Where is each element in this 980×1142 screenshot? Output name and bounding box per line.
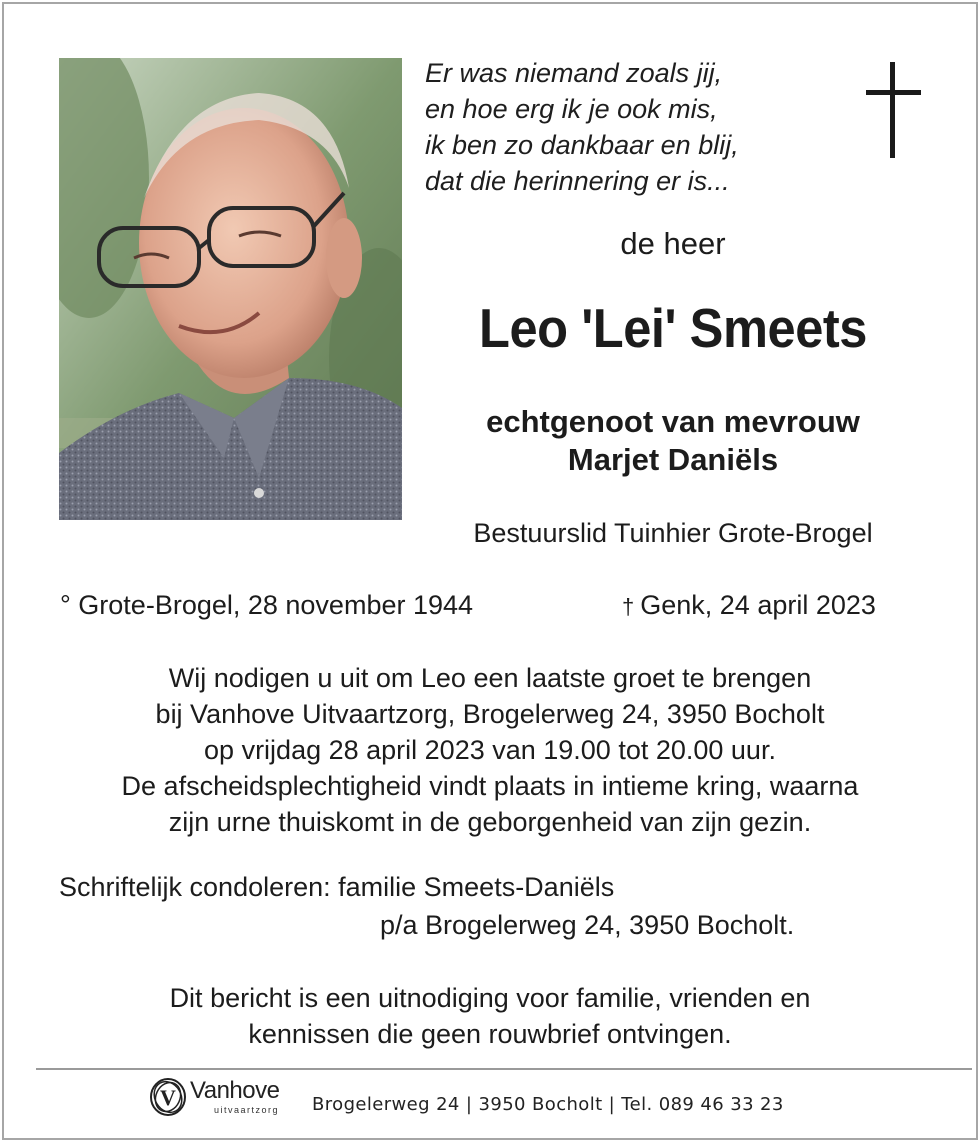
cross-icon — [866, 62, 922, 165]
condolence-line: Schriftelijk condoleren: familie Smeets-Daniëls — [59, 872, 615, 902]
notice — [40, 980, 940, 1052]
notice-line: kennissen die geen rouwbrief ontvingen. — [248, 1019, 732, 1049]
portrait-photo — [59, 58, 402, 520]
poem-line: Er was niemand zoals jij, — [425, 58, 723, 88]
invitation-line: zijn urne thuiskomt in de geborgenheid van zijn gezin. — [168, 807, 812, 837]
logo-name: Vanhove — [190, 1077, 280, 1104]
logo-mark: V — [160, 1085, 176, 1110]
spouse-name: Marjet Daniëls — [567, 442, 779, 477]
condolence-address: p/a Brogelerweg 24, 3950 Bocholt. — [380, 910, 795, 940]
invitation-line: op vrijdag 28 april 2023 van 19.00 tot 20.00 uur. — [204, 735, 776, 765]
notice-line: Dit bericht is een uitnodiging voor familie, vrienden en — [169, 983, 811, 1013]
invitation — [40, 660, 940, 840]
role: Bestuurslid Tuinhier Grote-Brogel — [473, 518, 873, 548]
vanhove-logo — [148, 1075, 308, 1119]
footer-divider — [36, 1068, 972, 1070]
salutation: de heer — [620, 226, 726, 261]
logo-subtitle: uitvaartzorg — [214, 1105, 280, 1115]
poem-line: ik ben zo dankbaar en blij, — [425, 130, 739, 160]
spouse-line: echtgenoot van mevrouw — [486, 404, 860, 439]
poem-line: dat die herinnering er is... — [425, 166, 730, 196]
footer-address: Brogelerweg 24 | 3950 Bocholt | Tel. 089 46 33 23 — [312, 1094, 784, 1115]
death-info — [622, 590, 876, 621]
vanhove-logo-icon — [148, 1075, 190, 1119]
invitation-line: De afscheidsplechtigheid vindt plaats in intieme kring, waarna — [121, 771, 859, 801]
spouse-block — [430, 403, 916, 479]
death-text: Genk, 24 april 2023 — [640, 590, 876, 620]
invitation-line: Wij nodigen u uit om Leo een laatste groet te brengen — [168, 663, 812, 693]
invitation-line: bij Vanhove Uitvaartzorg, Brogelerweg 24, 3950 Bocholt — [155, 699, 825, 729]
birth-info: ° Grote-Brogel, 28 november 1944 — [60, 590, 474, 620]
poem-line: en hoe erg ik je ook mis, — [425, 94, 718, 124]
deceased-name: Leo 'Lei' Smeets — [479, 297, 867, 359]
poem — [425, 55, 855, 199]
dagger-icon: † — [622, 594, 635, 619]
